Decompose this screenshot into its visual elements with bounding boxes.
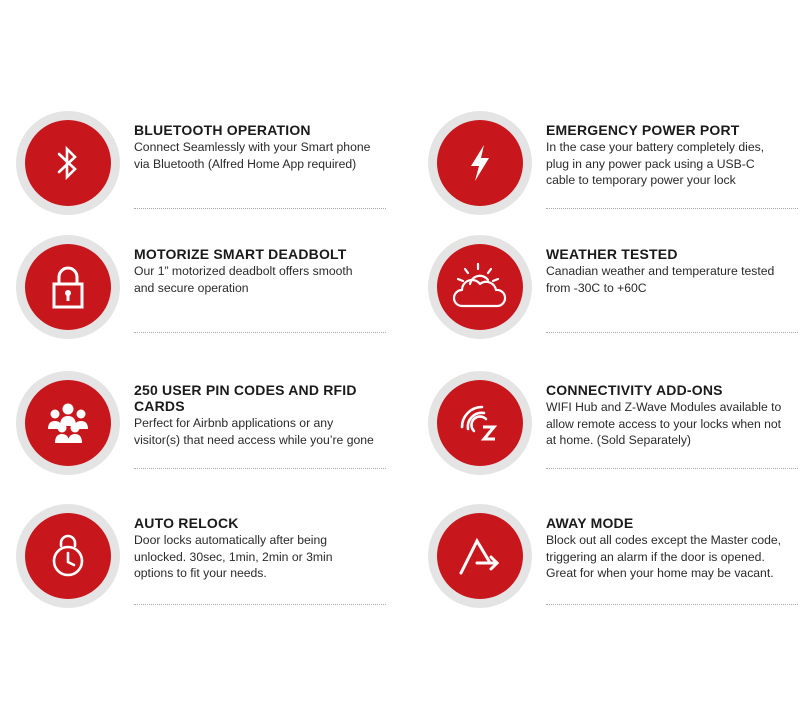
lightning-bolt-icon xyxy=(460,141,500,185)
feature-title: AWAY MODE xyxy=(546,515,634,531)
divider xyxy=(546,604,798,605)
icon-badge xyxy=(428,504,532,608)
feature-title: MOTORIZE SMART DEADBOLT xyxy=(134,246,347,262)
divider xyxy=(134,332,386,333)
feature-description: WIFI Hub and Z-Wave Modules available to allow remote access to your locks when not at home. (Sold Separately) xyxy=(546,400,782,447)
feature-title: CONNECTIVITY ADD-ONS xyxy=(546,382,723,398)
sun-cloud-icon xyxy=(452,262,508,312)
feature-title: WEATHER TESTED xyxy=(546,246,678,262)
feature-user-pin-codes xyxy=(16,371,376,481)
feature-description: Connect Seamlessly with your Smart phone via Bluetooth (Alfred Home App required) xyxy=(134,140,371,171)
feature-away-mode xyxy=(428,504,788,614)
feature-connectivity-add-ons xyxy=(428,371,788,481)
feature-description: Canadian weather and temperature tested from -30C to +60C xyxy=(546,264,775,295)
padlock-icon xyxy=(46,263,90,311)
icon-badge xyxy=(428,371,532,475)
feature-auto-relock xyxy=(16,504,376,614)
feature-motorize-smart-deadbolt xyxy=(16,235,376,345)
bluetooth-icon xyxy=(48,141,88,185)
icon-badge xyxy=(16,504,120,608)
divider xyxy=(134,604,386,605)
divider xyxy=(134,208,386,209)
feature-emergency-power-port xyxy=(428,111,788,221)
icon-badge xyxy=(16,111,120,215)
icon-badge xyxy=(16,235,120,339)
feature-bluetooth-operation xyxy=(16,111,376,221)
divider xyxy=(134,468,386,469)
feature-title: BLUETOOTH OPERATION xyxy=(134,122,311,138)
divider xyxy=(546,468,798,469)
divider xyxy=(546,332,798,333)
zwave-icon xyxy=(456,401,504,445)
feature-description: Our 1” motorized deadbolt offers smooth and secure operation xyxy=(134,264,353,295)
icon-badge xyxy=(428,235,532,339)
feature-title: 250 USER PIN CODES AND RFID CARDS xyxy=(134,382,357,414)
feature-title: EMERGENCY POWER PORT xyxy=(546,122,740,138)
away-mode-icon xyxy=(455,533,505,579)
users-group-icon xyxy=(42,400,94,446)
feature-description: Door locks automatically after being unlocked. 30sec, 1min, 2min or 3min options to fit your needs. xyxy=(134,533,333,580)
icon-badge xyxy=(428,111,532,215)
lock-timer-icon xyxy=(46,532,90,580)
feature-description: Perfect for Airbnb applications or any visitor(s) that need access while you’re gone xyxy=(134,416,374,447)
icon-badge xyxy=(16,371,120,475)
feature-description: Block out all codes except the Master code, triggering an alarm if the door is opened. Great for when your home may be vacant. xyxy=(546,533,782,580)
divider xyxy=(546,208,798,209)
feature-description: In the case your battery completely dies, plug in any power pack using a USB-C cable to temporary power your lock xyxy=(546,140,765,187)
feature-weather-tested xyxy=(428,235,788,345)
feature-title: AUTO RELOCK xyxy=(134,515,239,531)
